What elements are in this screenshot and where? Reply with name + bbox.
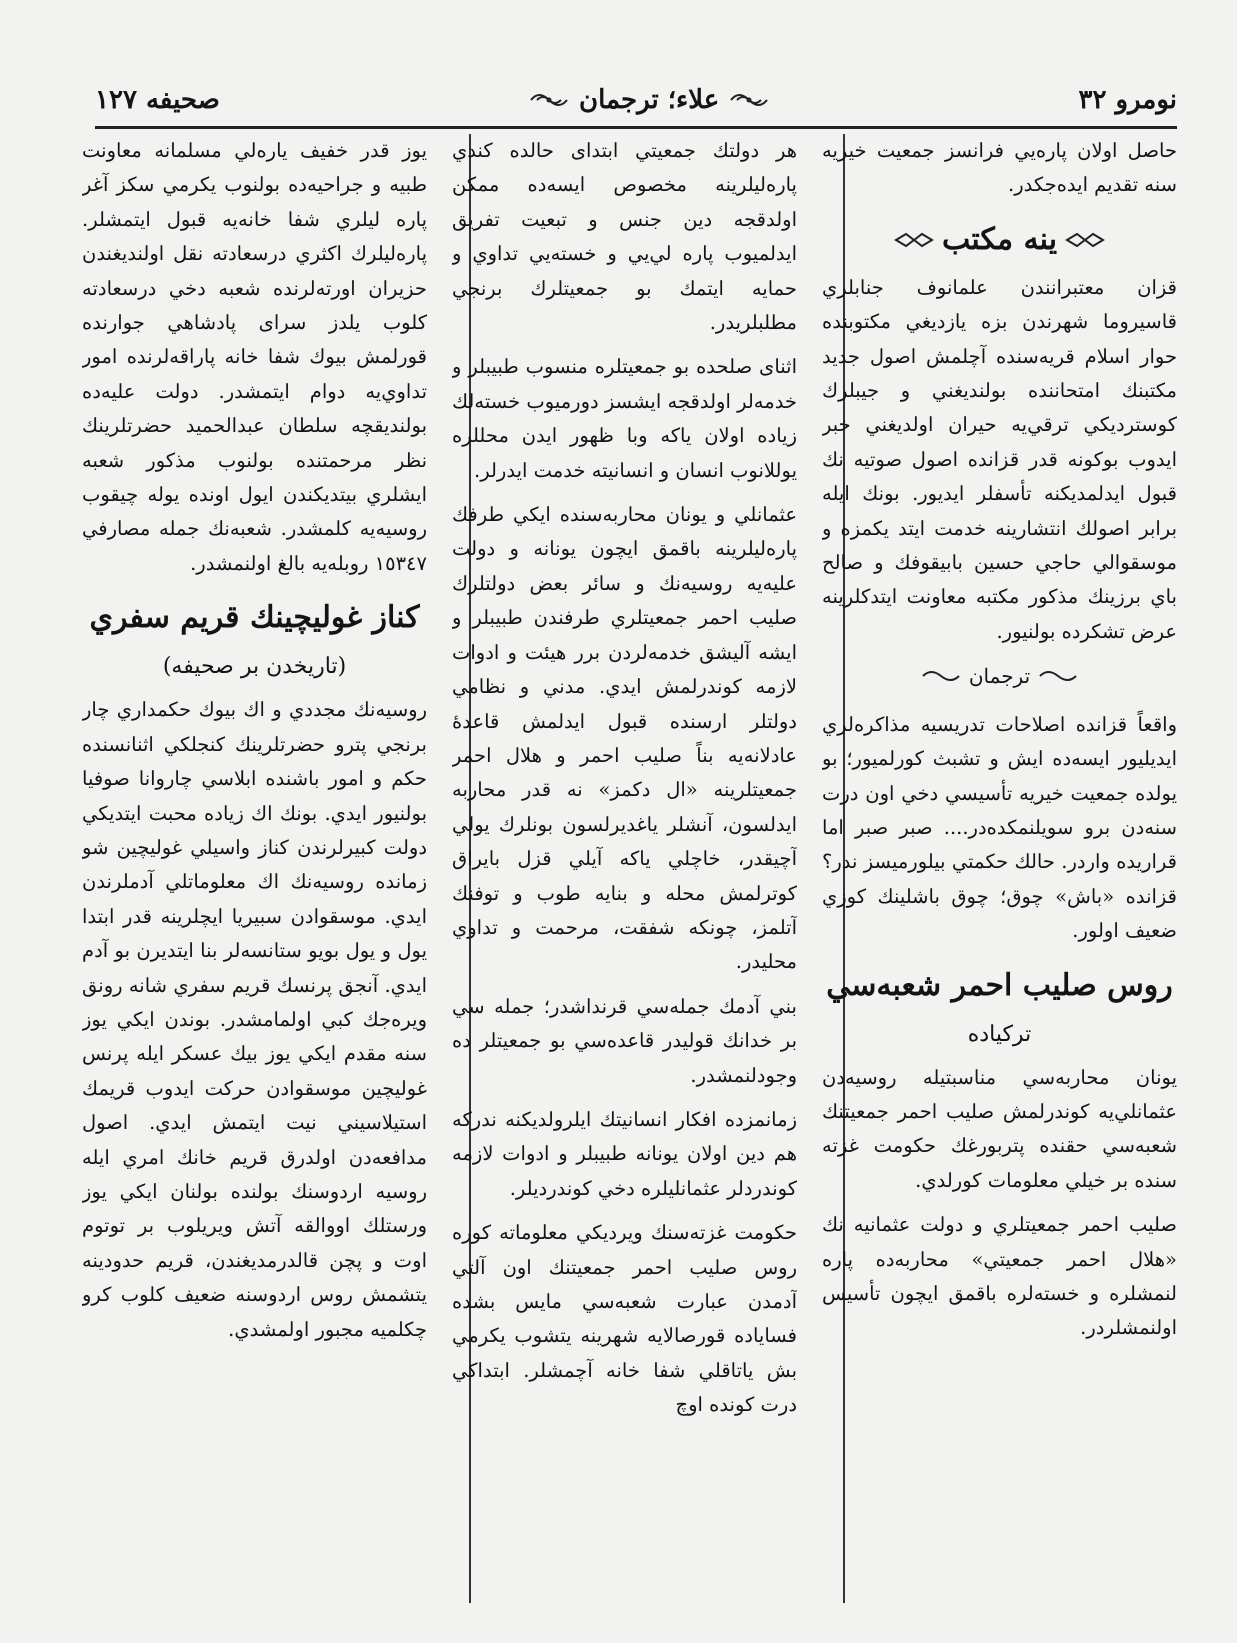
signature [822,659,1177,693]
signature-text: ترجمان [968,664,1031,689]
paragraph: حكومت غزته‌سنك ويرديكي معلوماته كوره روس صليب احمر جمعيتنك اون آلتي آدمدن عبارت شعبه‌سي مايس بشده فساياده قورصالايه شهرينه يتشوب يكرمي بش ياتاقلي شفا خانه آچمشلر. ابتداكي درت كونده اوچ [452,1221,797,1417]
paragraph: حاصل اولان پاره‌يي فرانسز جمعيت خيريه سنه تقديم ايده‌جكدر. [822,139,1177,197]
ornament-icon [1065,230,1105,250]
paragraph: بني آدمك جمله‌سي قرنداشدر؛ جمله سي بر خدانك قوليدر قاعده‌سي بو جمعيتلر ده وجودلنمشدر. [452,994,797,1087]
paragraph: واقعاً قزانده اصلاحات تدريسيه مذاكره‌لري ايديليور ايسه‌ده ايش و تشبث كورلميور؛ بو يولده جمعيت خيريه تأسيسي دخي اون درت سنه‌دن برو سويلنمكده‌در.... صبر صبر اما قراريده واردر. حالك حكمتي بيلورميسز ندر؟ قزانده «باش» چوق؛ چوق باشلينك كوزي ضعيف اولور. [822,712,1177,943]
article-heading: كناز غوليچينك قريم سفري [89,600,420,636]
ornament-icon [894,230,934,250]
section-heading: روس صليب احمر شعبه‌سي [826,967,1173,1003]
section-subheading: تركياده [967,1021,1032,1047]
paragraph: صليب احمر جمعيتلري و دولت عثمانيه نك «هلال احمر جمعيتي» محاربه‌ده پاره لنمشلره و خسته‌لره باقمق ايچون تأسيس اولنمشلردر. [822,1213,1177,1340]
page-header [95,72,1177,128]
newspaper-title: علاء؛ ترجمان [579,85,720,115]
paragraph: هر دولتك جمعيتي ابتداى حالده كندي پاره‌ليلرينه مخصوص ايسه‌ده ممكن اولدقجه دين جنس و تبعيت تفريق ايدلميوب پاره لي‌يي و خسته‌يي تداوي و حمايه ايتمك بو جمعيتلرك برنجي مطلبلريدر. [452,139,797,335]
paragraph: عثمانلي و يونان محاربه‌سنده ايكي طرفك پاره‌ليلرينه باقمق ايچون يونانه و دولت عليه‌يه روسيه‌نك و سائر بعض دولتلرك صليب احمر جمعيتلري طرفندن طبيبلر و ايشه آليشق خدمه‌لردن برر هيئت و ادوات لازمه كوندرلمش ايدي. مدني و نظامي دولتلر ارسنده قبول ايدلمش قاعدهٔ عادلانه‌يه بناً صليب احمر و هلال احمر جمعيتلرينه «ال دكمز» نه قدر محاربه ايدلسون، آنشلر ياغديرلسون بونلرك يولي آچيقدر، خاچلي ياكه آيلي قزل بايراق كوترلمش محله و بنايه طوب و توفنك آتلمز، چونكه شفقت، مرحمت و تداوي محليدر. [452,503,797,974]
article-subheading: (تاريخدن بر صحيفه) [162,654,347,680]
column-left [82,134,427,1583]
paragraph: يوز قدر خفيف ياره‌لي مسلمانه معاونت طبيه و جراحيه‌ده بولنوب يكرمي سكز آغر پاره ليلري شفا خانه‌يه قبول ايتمشلر. پاره‌ليلرك اكثري درسعادته نقل اولنديغندن حزيران اورته‌لرنده شعبه دخي درسعادته كلوب يلدز سراى پادشاهي جوارنده قورلمش بيوك شفا خانه پاراقه‌لرنده امور تداوي‌يه دوام ايتمشدر. دولت عليه‌ده بولنديقچه سلطان عبدالحميد حضرتلرينك نظر مرحمتنده بولنوب مذكور شعبه ايشلري بيتديكندن ايول اونده يوله چيقوب روسيه‌يه كلمشدر. شعبه‌نك جمله مصارفي ١٥٣٤٧ روبله‌يه بالغ اولنمشدر. [82,139,427,575]
ornament-icon [529,90,569,110]
heading-text: ينه مكتب [941,221,1058,257]
column-middle [452,134,797,1583]
ornament-icon [729,90,769,110]
header-rule [95,126,1177,129]
page-number: صحيفه ١٢٧ [95,85,220,115]
masthead [529,85,769,115]
paragraph: زمانمزده افكار انسانيتك ايلرولديكنه ندركه هم دين اولان يونانه طبيبلر و ادوات لازمه كوندردلر عثمانليلره دخي كوندرديلر. [452,1107,797,1200]
column-right [822,134,1177,1583]
issue-number: نومرو ٣٢ [1078,85,1177,115]
paragraph: روسيه‌نك مجددي و اك بيوك حكمداري چار برنجي پترو حضرتلرينك كنجلكي اثنانسنده حكم و امور باشنده ابلاسي چاروانا صوفيا بولنيور ايدي. بونك اك زياده محبت ايتديكي دولت كبيرلرندن كناز واسيلي غوليچين شو زمانده روسيه‌نك اك معلوماتلي آدملرندن ايدي. موسقوادن سبيريا ايچلرينه قدر ابتدا يول و يول بويو ستانسه‌لر بنا ايتديرن بو آدم ايدي. آنجق پرنسك قريم سفري شانه رونق ويره‌جك كبي اولمامشدر. بوندن ايكي يوز سنه مقدم ايكي يوز بيك عسكر ايله پرنس غوليچين موسقوادن حركت ايدوب قريمك استيلاسيني نيت ايتمش ايدي. اصول مدافعه‌دن اولدرق قريم خانك امري ايله روسيه اردوسنك بولنده بولنان ايكي يوز ورستلك اووالقه آتش ويريلوب بر توتوم اوت و پچن قالدرمديغندن، قريم حدودينه يتشمش روس اردوسنه ضعيف كلوب كرو چكلميه مجبور اولمشدي. [82,698,427,1341]
paragraph: يونان محاربه‌سي مناسبتيله روسيه‌دن عثمانلي‌يه كوندرلمش صليب احمر جمعيتنك شعبه‌سي حقنده پتربورغك حكومت غزته سنده بر خيلي معلومات كورلدي. [822,1065,1177,1192]
ornament-icon [921,666,961,686]
paragraph: قزان معتبرانندن علمانوف جنابلري قاسيروما شهرندن بزه يازديغي مكتوبنده حوار اسلام قريه‌سنده آچلمش اصول جديد مكتبنك امتحاننده بولنديغني و جيبلرك كوسترديكي ترقي‌يه حيران اولديغني خبر ايدوب بوكونه قدر قزانده اصول صوتيه نك قبول ايدلمديكنه تأسفلر ايديور. بونك ايله برابر اصولك انتشارينه خدمت ايتد يكمزه و موسقوالي حاجي حسين بابيقوفك و صالح باي برزينك مذكور مكتبه معاونت ايتدكلرينه عرض تشكرده بولنيور. [822,275,1177,643]
paragraph: اثناى صلحده بو جمعيتلره منسوب طبيبلر و خدمه‌لر اولدقجه ايشسز دورميوب خسته‌لك زياده اولان ياكه وبا ظهور ايدن محللره يوللانوب انسان و انسانيته خدمت ايدرلر. [452,355,797,482]
ornament-icon [1038,666,1078,686]
section-heading [822,217,1177,263]
